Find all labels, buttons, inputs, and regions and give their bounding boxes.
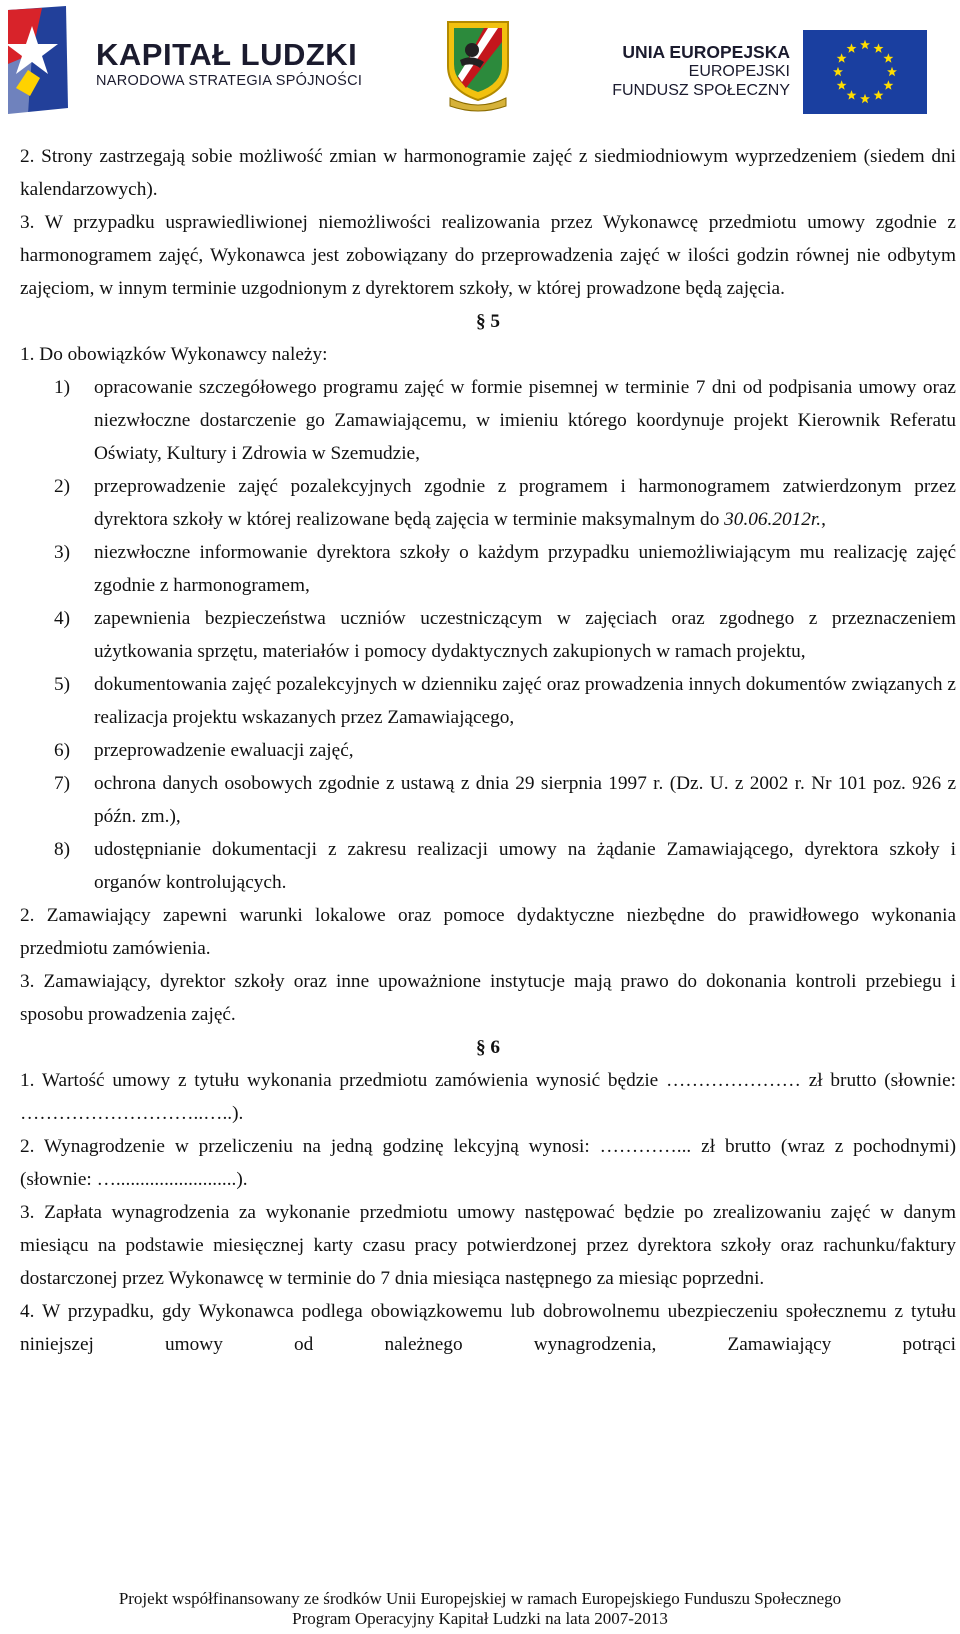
section-5-point-3: 3. Zamawiający, dyrektor szkoły oraz inne upoważnione instytucje mają prawo do dokonania kontroli przebiegu i sposobu prowadzenia zajęć. [20, 971, 956, 1025]
kapital-ludzki-logo-icon [2, 4, 72, 116]
eu-logo-line3: FUNDUSZ SPOŁECZNY [612, 82, 790, 99]
section-5-point-2: 2. Zamawiający zapewni warunki lokalowe oraz pomoce dydaktyczne niezbędne do prawidłowego wykonania przedmiotu zamówienia. [20, 905, 956, 959]
list-item [20, 371, 956, 470]
list-item-number: 4) [54, 608, 71, 629]
list-item [20, 536, 956, 602]
page-header [0, 0, 960, 120]
kapital-ludzki-logo-text [96, 38, 362, 90]
kapital-ludzki-title: KAPITAŁ LUDZKI [96, 37, 358, 72]
footer-line-2: Program Operacyjny Kapitał Ludzki na lata 2007-2013 [292, 1609, 668, 1628]
document-body [20, 140, 956, 1361]
section-6-heading: § 6 [475, 1037, 501, 1058]
list-item-number: 5) [54, 674, 71, 695]
list-item-text: dokumentowania zajęć pozalekcyjnych w dzienniku zajęć oraz prowadzenia innych dokumentów związanych z realizacja projektu wskazanych przez Zamawiającego, [94, 674, 956, 728]
list-item-number: 7) [54, 773, 71, 794]
eu-logo-text [595, 42, 790, 100]
list-item-number: 1) [54, 377, 71, 398]
list-item-number: 8) [54, 839, 71, 860]
section-5-point-1: 1. Do obowiązków Wykonawcy należy: [20, 344, 328, 365]
list-item-number: 3) [54, 542, 71, 563]
eu-logo-line2: EUROPEJSKI [688, 63, 790, 80]
eu-flag-icon [803, 30, 927, 114]
section-6-point-1: 1. Wartość umowy z tytułu wykonania przedmiotu zamówienia wynosić będzie ………………… zł brutto (słownie: ………………………..…..). [20, 1070, 956, 1124]
list-item [20, 602, 956, 668]
list-item-text: przeprowadzenie ewaluacji zajęć, [94, 740, 354, 761]
footer-line-1: Projekt współfinansowany ze środków Unii Europejskiej w ramach Europejskiego Funduszu Społecznego [118, 1589, 842, 1608]
eu-logo-line1: UNIA EUROPEJSKA [622, 42, 790, 62]
list-item-tail: , [821, 509, 826, 530]
list-item-number: 2) [54, 476, 71, 497]
list-item-text: przeprowadzenie zajęć pozalekcyjnych zgodnie z programem i harmonogramem zatwierdzonym przez dyrektora szkoły w której realizowane będą zajęcia w terminie maksymalnym do [94, 476, 956, 530]
list-item [20, 668, 956, 734]
deadline-date: 30.06.2012r. [724, 509, 822, 530]
obligations-list [20, 371, 956, 899]
list-item-text: zapewnienia bezpieczeństwa uczniów uczestniczącym w zajęciach oraz zgodnego z przeznaczeniem użytkowania sprzętu, materiałów i pomocy dydaktycznych zakupionych w ramach projektu, [94, 608, 956, 662]
list-item [20, 767, 956, 833]
paragraph-2: 2. Strony zastrzegają sobie możliwość zmian w harmonogramie zajęć z siedmiodniowym wyprzedzeniem (siedem dni kalendarzowych). [20, 146, 956, 200]
list-item-text: niezwłoczne informowanie dyrektora szkoły o każdym przypadku uniemożliwiającym mu realizację zajęć zgodnie z harmonogramem, [94, 542, 956, 596]
list-item [20, 734, 956, 767]
gmina-crest-icon [444, 16, 512, 112]
paragraph-3: 3. W przypadku usprawiedliwionej niemożliwości realizowania przez Wykonawcę przedmiotu umowy zgodnie z harmonogramem zajęć, Wykonawca jest zobowiązany do przeprowadzenia zajęć w ilości godzin równej nie odbytym zajęciom, w innym terminie uzgodnionym z dyrektorem szkoły, w której prowadzone będą zajęcia. [20, 212, 956, 299]
section-6-point-4: 4. W przypadku, gdy Wykonawca podlega obowiązkowemu lub dobrowolnemu ubezpieczeniu społecznemu z tytułu niniejszej umowy od należnego wynagrodzenia, Zamawiający potrąci [20, 1301, 956, 1355]
section-5-heading: § 5 [475, 311, 501, 332]
list-item-number: 6) [54, 740, 71, 761]
list-item-text: ochrona danych osobowych zgodnie z ustawą z dnia 29 sierpnia 1997 r. (Dz. U. z 2002 r. Nr 101 poz. 926 z późn. zm.), [94, 773, 956, 827]
page-footer [0, 1589, 960, 1629]
section-6-point-2: 2. Wynagrodzenie w przeliczeniu na jedną godzinę lekcyjną wynosi: …………... zł brutto (wraz z pochodnymi) (słownie: ….........................). [20, 1136, 956, 1190]
list-item-text: opracowanie szczegółowego programu zajęć w formie pisemnej w terminie 7 dni od podpisania umowy oraz niezwłoczne dostarczenie go Zamawiającemu, w imieniu którego koordynuje projekt Kierownik Referatu Oświaty, Kultury i Zdrowia w Szemudzie, [94, 377, 956, 464]
list-item [20, 833, 956, 899]
list-item [20, 470, 956, 536]
section-6-point-3: 3. Zapłata wynagrodzenia za wykonanie przedmiotu umowy następować będzie po zrealizowaniu zajęć w danym miesiącu na podstawie miesięcznej karty czasu pracy potwierdzonej przez dyrektora szkoły oraz rachunku/faktury dostarczonej przez Wykonawcę w terminie do 7 dnia miesiąca następnego za miesiąc poprzedni. [20, 1202, 956, 1289]
kapital-ludzki-subtitle: NARODOWA STRATEGIA SPÓJNOŚCI [96, 73, 363, 89]
list-item-text: udostępnianie dokumentacji z zakresu realizacji umowy na żądanie Zamawiającego, dyrektora szkoły i organów kontrolujących. [94, 839, 956, 893]
